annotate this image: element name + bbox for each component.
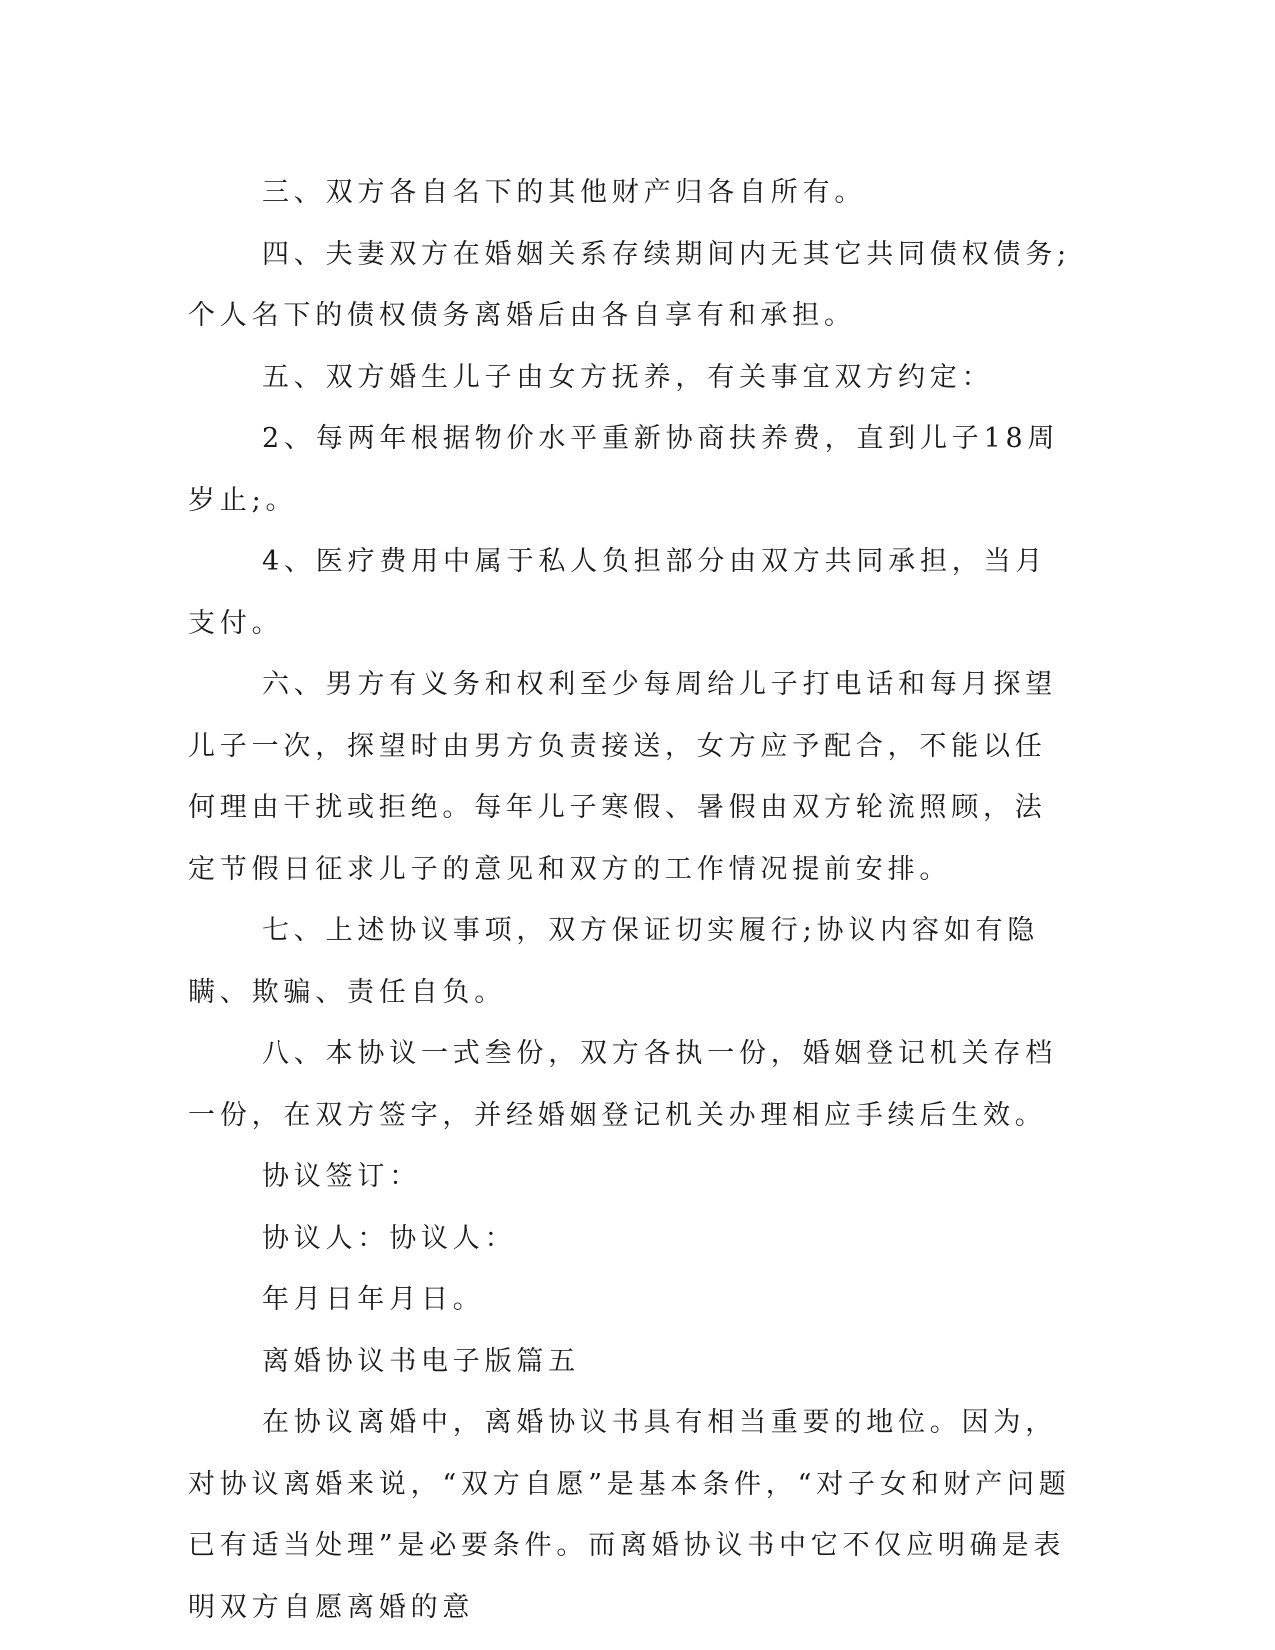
paragraph-visitation-clause: 六、男方有义务和权利至少每周给儿子打电话和每月探望儿子一次，探望时由男方负责接送，女方应予配合，不能以任何理由干扰或拒绝。每年儿子寒假、暑假由双方轮流照顾，法定节假日征求儿子的意见和双方的工作情况提前安排。: [188, 669, 1057, 885]
paragraph-signing-heading: 协议签订：: [262, 1161, 421, 1192]
paragraph-support-fee-item: 2、每两年根据物价水平重新协商扶养费，直到儿子18周岁止;。: [188, 423, 1060, 516]
paragraph-copies-clause: 八、本协议一式叁份，双方各执一份，婚姻登记机关存档一份，在双方签字，并经婚姻登记机关办理相应手续后生效。: [188, 1038, 1057, 1131]
paragraph-intro: 在协议离婚中，离婚协议书具有相当重要的地位。因为，对协议离婚来说，“双方自愿”是基本条件，“对子女和财产问题已有适当处理”是必要条件。而离婚协议书中它不仅应明确是表明双方自愿离婚的意: [188, 1407, 1071, 1623]
paragraph-dates: 年月日年月日。: [262, 1284, 485, 1315]
paragraph-custody-clause: 五、双方婚生儿子由女方抚养，有关事宜双方约定：: [262, 361, 994, 393]
paragraph-signatories: 协议人：协议人：: [262, 1222, 517, 1254]
paragraph-medical-fee-item: 4、医疗费用中属于私人负担部分由双方共同承担，当月支付。: [188, 546, 1048, 639]
paragraph-debt-clause: 四、夫妻双方在婚姻关系存续期间内无其它共同债权债务;个人名下的债权债务离婚后由各自享有和承担。: [188, 238, 1071, 331]
section-heading: 离婚协议书电子版篇五: [262, 1345, 580, 1377]
document-body: [188, 162, 1078, 1638]
paragraph-property-clause: 三、双方各自名下的其他财产归各自所有。: [262, 177, 867, 208]
paragraph-performance-clause: 七、上述协议事项，双方保证切实履行;协议内容如有隐瞒、欺骗、责任自负。: [188, 915, 1040, 1008]
